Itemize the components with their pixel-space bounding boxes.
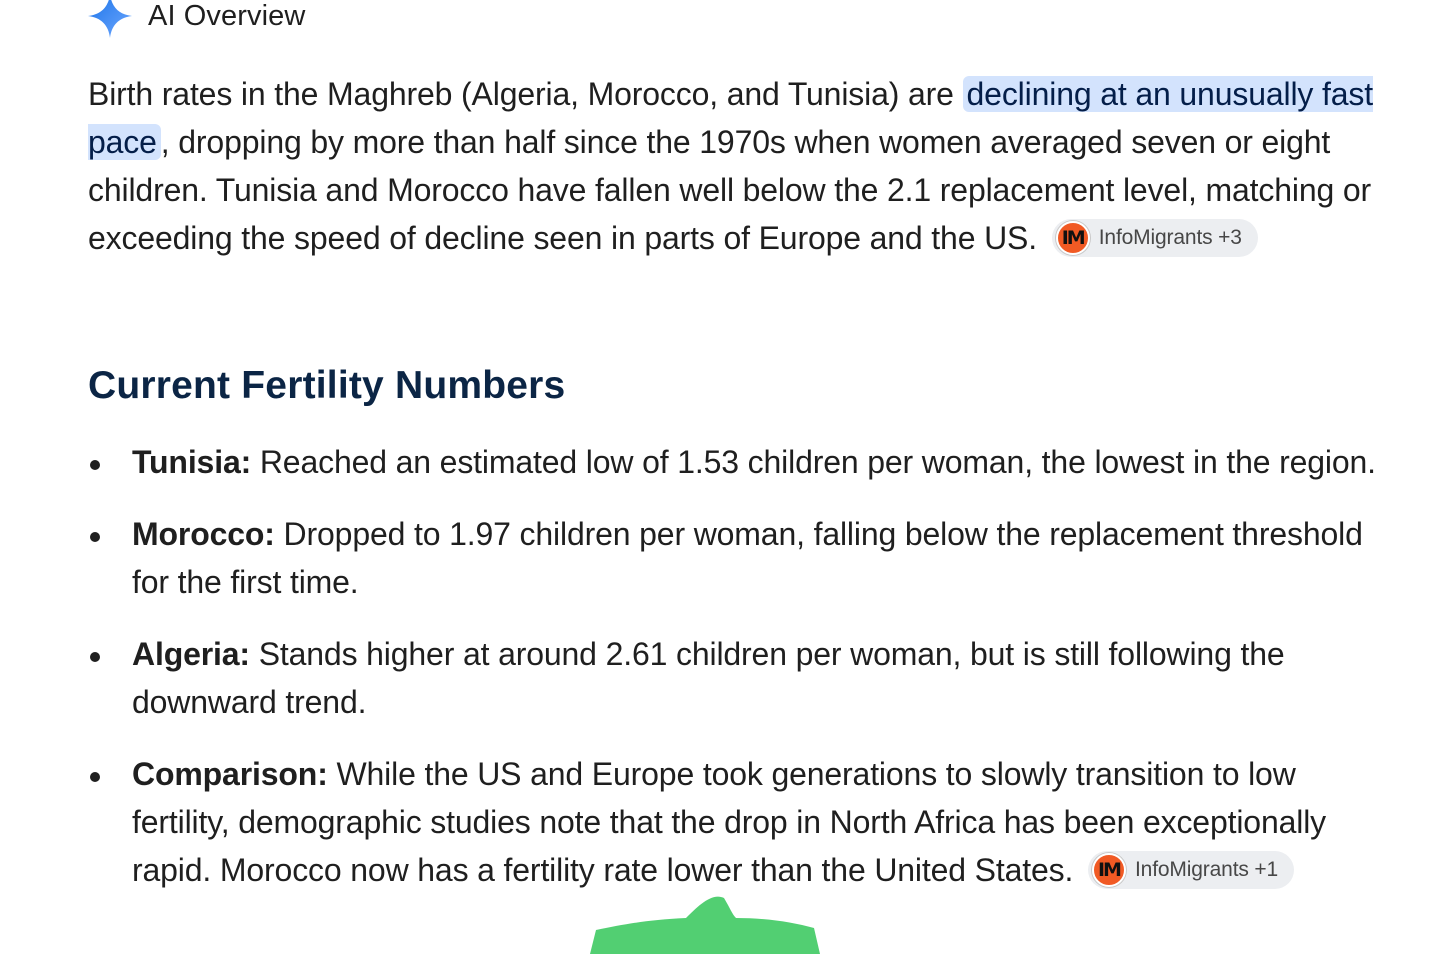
bullet-term: Tunisia: xyxy=(132,444,252,480)
citation-chip[interactable] xyxy=(1052,219,1258,257)
list-item xyxy=(88,630,1398,726)
ai-overview-title: AI Overview xyxy=(148,0,306,32)
infomigrants-favicon-icon: IM xyxy=(1092,853,1126,887)
bullet-term: Algeria: xyxy=(132,636,250,672)
fertility-list xyxy=(88,438,1398,918)
bullet-text: Dropped to 1.97 children per woman, falling below the replacement threshold for the first time. xyxy=(132,516,1363,600)
bullet-text: While the US and Europe took generations to slowly transition to low fertility, demographic studies note that the drop in North Africa has been exceptionally rapid. Morocco now has a fertility rate lower than the United States. xyxy=(132,756,1327,888)
gemini-spark-icon xyxy=(86,0,134,40)
bullet-term: Comparison: xyxy=(132,756,328,792)
ai-overview-header xyxy=(88,0,305,38)
list-item xyxy=(88,750,1398,894)
citation-chip[interactable] xyxy=(1088,851,1294,889)
intro-text-after: , dropping by more than half since the 1970s when women averaged seven or eight children. Tunisia and Morocco have fallen well below the 2.1 replacement level, matching or exceeding the speed of decline seen in parts of Europe and the US. xyxy=(88,124,1372,256)
bullet-text: Stands higher at around 2.61 children per woman, but is still following the downward trend. xyxy=(132,636,1285,720)
highlighted-phrase[interactable]: declining at an unusually fast pace xyxy=(88,76,1373,160)
section-heading: Current Fertility Numbers xyxy=(88,364,566,407)
bullet-text: Reached an estimated low of 1.53 children per woman, the lowest in the region. xyxy=(251,444,1376,480)
infomigrants-favicon-icon: IM xyxy=(1056,221,1090,255)
list-item xyxy=(88,510,1398,606)
intro-text-before: Birth rates in the Maghreb (Algeria, Morocco, and Tunisia) are xyxy=(88,76,963,112)
overview-paragraph xyxy=(88,70,1388,262)
citation-label: InfoMigrants +1 xyxy=(1134,857,1279,881)
list-item xyxy=(88,438,1398,486)
citation-label: InfoMigrants +3 xyxy=(1098,225,1242,249)
bullet-term: Morocco: xyxy=(132,516,275,552)
